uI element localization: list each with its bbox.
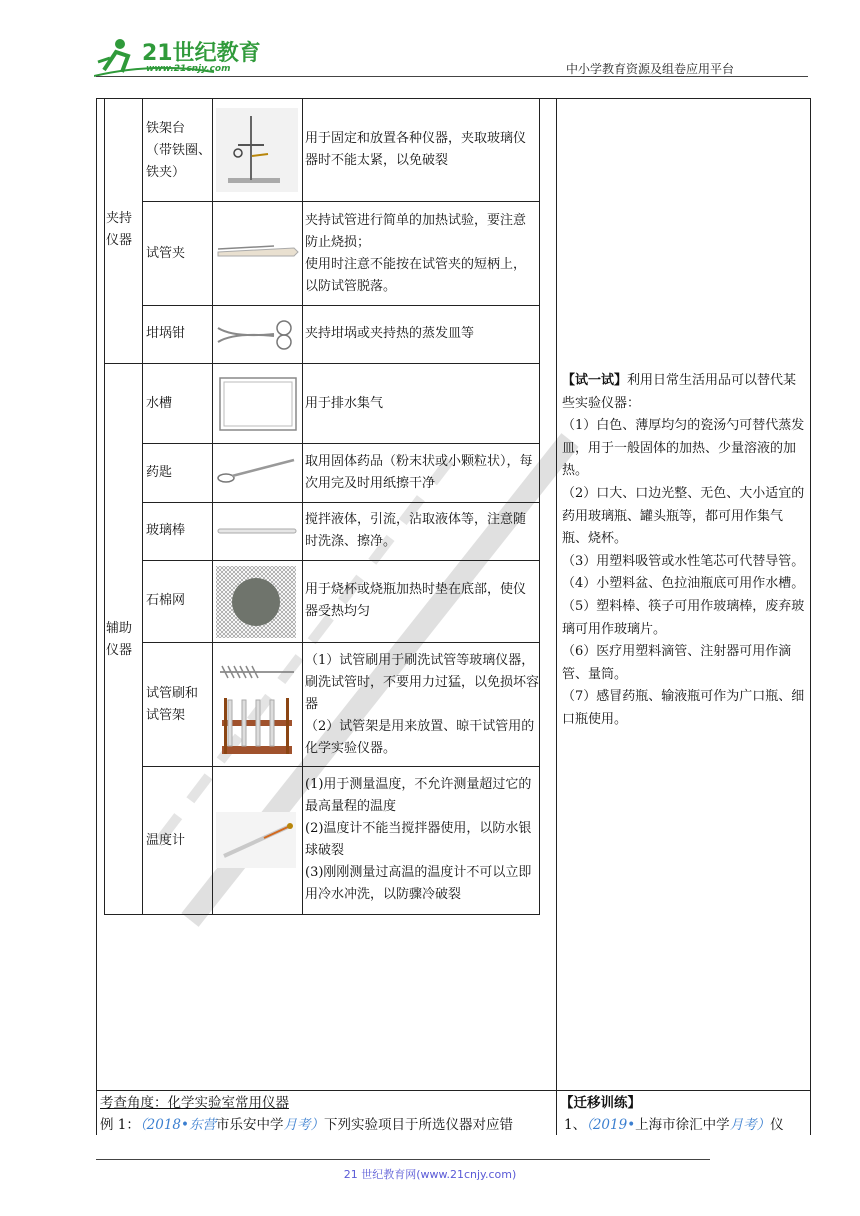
table-right (539, 98, 540, 914)
try-it-intro: 利用日常生活用品可以替代某些实验仪器： (562, 373, 797, 411)
logo-text: 21世纪教育 (142, 41, 261, 66)
test-tube-clamp-icon (214, 240, 302, 266)
crucible-tongs-icon (214, 318, 300, 352)
footer-link[interactable]: 21 世纪教育网(www.21cnjy.com) (343, 1168, 517, 1181)
row-name: 玻璃棒 (146, 523, 186, 538)
outer-top (96, 98, 811, 99)
asbestos-gauze-icon (216, 566, 296, 638)
row-name: 铁架台 （带铁圈、 铁夹） (146, 121, 212, 180)
logo-url: www.21cnjy.com (146, 64, 231, 74)
test-tube-brush-rack-icon (214, 660, 300, 760)
group-label-clamping: 夹持 仪器 (106, 211, 133, 248)
water-trough-icon (216, 372, 300, 434)
transfer-month: 月考） (729, 1117, 771, 1133)
row-name: 水槽 (146, 396, 173, 411)
thermometer-icon (216, 812, 296, 868)
try-it-item: （1）白色、薄厚均匀的瓷汤勺可替代蒸发皿，用于一般固体的加热、少量溶液的加热。 (562, 418, 805, 479)
try-it-item: （5）塑料棒、筷子可用作玻璃棒，废弃玻璃可用作玻璃片。 (562, 598, 805, 637)
row-line-7 (142, 766, 540, 767)
transfer-line (564, 1114, 808, 1136)
try-it-item: （2）口大、口边光整、无色、大小适宜的药用玻璃瓶、罐头瓶等，都可用作集气瓶、烧杯。 (562, 485, 805, 547)
transfer-source: （2019• (586, 1117, 636, 1133)
col-group (142, 98, 143, 914)
row-line-6 (142, 642, 540, 643)
transfer-prefix: 1、 (564, 1117, 587, 1133)
section-divider (96, 1090, 811, 1091)
row-line-2 (104, 363, 540, 364)
site-logo (94, 32, 264, 82)
row-desc: 取用固体药品（粉末状或小颗粒状），每次用完及时用纸擦干净 (305, 454, 533, 491)
row-desc: 搅拌液体，引流，沾取液体等，注意随时洗涤、擦净。 (305, 512, 527, 549)
row-desc: 用于烧杯或烧瓶加热时垫在底部，使仪器受热均匀 (305, 582, 527, 619)
try-it-title: 【试一试】 (562, 373, 628, 388)
medicine-spoon-icon (214, 452, 300, 488)
row-desc: 用于排水集气 (305, 396, 384, 411)
example-line (100, 1114, 556, 1136)
glass-rod-icon (214, 524, 300, 538)
example-source: （2018•东营 (139, 1117, 216, 1133)
try-it-item: （6）医疗用塑料滴管、注射器可用作滴管、量筒。 (562, 644, 792, 682)
row-line-4 (142, 502, 540, 503)
example-school: 市乐安中学 (215, 1117, 284, 1133)
group-label-auxiliary: 辅助 仪器 (106, 621, 133, 658)
try-it-panel (562, 370, 806, 732)
iron-stand-icon (216, 108, 298, 192)
row-desc: （1）试管刷用于刷洗试管等玻璃仪器，刷洗试管时，不要用力过猛，以免损坏容器 （2）试管架是用来放置、晾干试管用的化学实验仪器。 (305, 653, 540, 756)
column-divider (556, 98, 557, 1135)
row-line-3 (142, 443, 540, 444)
col-name (212, 98, 213, 914)
example-prefix: 例 1： (100, 1117, 140, 1133)
row-desc: 夹持坩埚或夹持热的蒸发皿等 (305, 326, 475, 341)
transfer-school: 上海市徐汇中学 (635, 1117, 730, 1133)
transfer-training-heading: 【迁移训练】 (560, 1095, 641, 1111)
row-line-5 (142, 560, 540, 561)
row-desc: 夹持试管进行简单的加热试验，要注意防止烧损； 使用时注意不能按在试管夹的短柄上，以防试管脱落。 (305, 213, 527, 294)
footer-divider (96, 1159, 710, 1160)
row-desc: (1)用于测量温度，不允许测量超过它的最高量程的温度 (2)温度计不能当搅拌器使用，以防水银球破裂 (3)刚刚测量过高温的温度计不可以立即用冷水冲洗，以防骤冷破裂 (305, 777, 532, 902)
example-month: 月考） (283, 1117, 324, 1133)
row-name: 试管夹 (146, 246, 186, 261)
try-it-item: （4）小塑料盆、色拉油瓶底可用作水槽。 (562, 576, 805, 592)
header-divider (96, 76, 808, 77)
row-name: 石棉网 (146, 593, 186, 608)
row-line-8 (104, 914, 540, 915)
platform-title: 中小学教育资源及组卷应用平台 (566, 62, 735, 76)
col-image (302, 98, 303, 914)
table-left (104, 98, 105, 914)
transfer-text: 仪 (770, 1117, 784, 1133)
row-desc: 用于固定和放置各种仪器，夹取玻璃仪器时不能太紧，以免破裂 (305, 131, 527, 168)
row-name: 温度计 (146, 833, 186, 848)
row-line-0 (142, 201, 540, 202)
row-name: 试管刷和 试管架 (146, 686, 199, 723)
outer-left (96, 98, 97, 1135)
exam-angle-heading: 考查角度：化学实验室常用仪器 (100, 1095, 289, 1111)
outer-right (810, 98, 811, 1135)
try-it-item: （7）感冒药瓶、输液瓶可作为广口瓶、细口瓶使用。 (562, 689, 805, 727)
row-name: 药匙 (146, 465, 173, 480)
row-name: 坩埚钳 (146, 326, 186, 341)
row-line-1 (142, 305, 540, 306)
example-text: 下列实验项目于所选仪器对应错 (323, 1117, 513, 1133)
try-it-item: （3）用塑料吸管或水性笔芯可代替导管。 (562, 553, 805, 569)
